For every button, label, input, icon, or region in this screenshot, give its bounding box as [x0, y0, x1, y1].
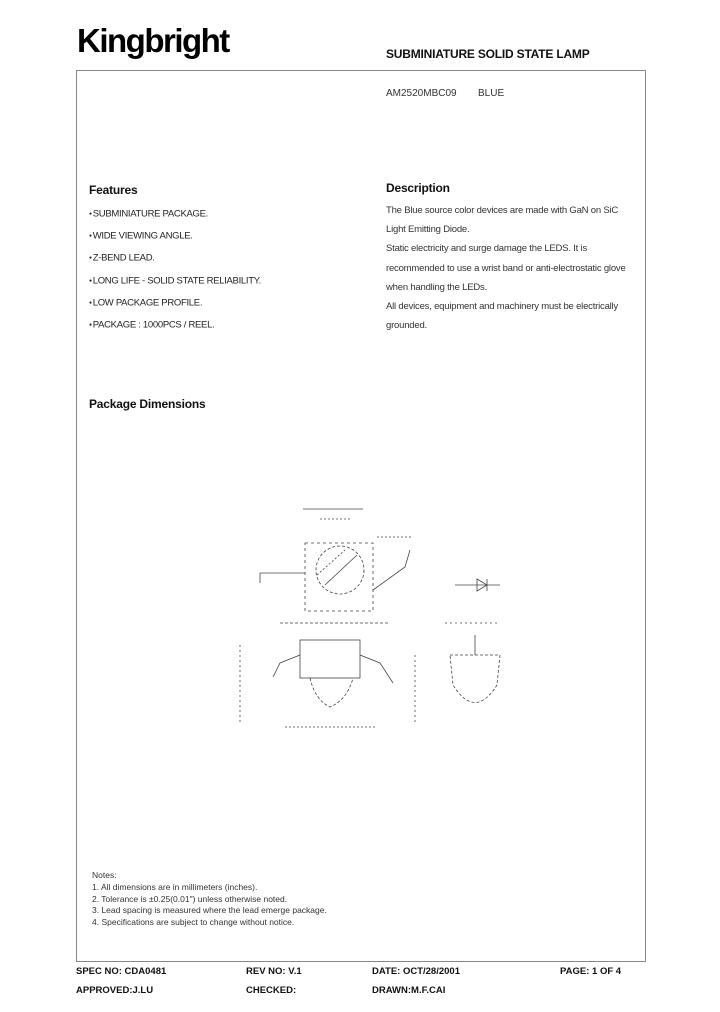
document-date: DATE: OCT/28/2001 [372, 966, 460, 977]
lens-top-view [316, 546, 364, 594]
feature-item: ● Z-BEND LEAD. [89, 252, 359, 274]
description-paragraph: All devices, equipment and machinery must be electrically grounded. [386, 301, 619, 332]
lens-hatch [325, 555, 357, 585]
description-paragraph: Static electricity and surge damage the LEDS. It is recommended to use a wrist band or anti-electrostatic glove when handling the LEDs. [386, 243, 626, 293]
spec-number: SPEC NO: CDA0481 [76, 966, 167, 977]
feature-item: ● LOW PACKAGE PROFILE. [89, 297, 359, 319]
part-color: BLUE [478, 88, 505, 99]
description-text [386, 201, 631, 335]
package-dimensions-drawing [225, 495, 515, 745]
side-lead-right [360, 655, 393, 683]
lead-outline [373, 550, 410, 590]
package-dimensions-heading: Package Dimensions [89, 397, 206, 411]
note-item: 1. All dimensions are in millimeters (inches). [92, 881, 258, 892]
description-heading: Description [386, 181, 450, 195]
note-item: 3. Lead spacing is measured where the lead emerge package. [92, 905, 327, 916]
note-item: 4. Specifications are subject to change without notice. [92, 917, 295, 928]
document-title: SUBMINIATURE SOLID STATE LAMP [386, 47, 590, 61]
features-list [89, 208, 359, 341]
side-view-body [300, 640, 360, 678]
brand-logo: Kingbright [77, 22, 229, 59]
notes-block [92, 870, 327, 929]
page-number: PAGE: 1 OF 4 [560, 966, 622, 977]
feature-item: ● SUBMINIATURE PACKAGE. [89, 208, 359, 230]
part-number: AM2520MBC09 [386, 88, 457, 99]
revision-number: REV NO: V.1 [246, 966, 302, 977]
side-view-lens [310, 678, 353, 707]
approved-by: APPROVED:J.LU [76, 985, 154, 996]
checked-by: CHECKED: [246, 985, 297, 996]
lens-hatch [317, 550, 345, 575]
note-item: 2. Tolerance is ±0.25(0.01") unless otherwise noted. [92, 893, 288, 904]
feature-item: ● LONG LIFE - SOLID STATE RELIABILITY. [89, 275, 359, 297]
features-heading: Features [89, 183, 138, 197]
description-paragraph: The Blue source color devices are made with GaN on SiC Light Emitting Diode. [386, 205, 619, 236]
side-lead-left [273, 655, 300, 677]
front-view-dome [450, 655, 500, 703]
feature-item: ● WIDE VIEWING ANGLE. [89, 230, 359, 252]
drawn-by: DRAWN:M.F.CAI [372, 985, 446, 996]
notes-heading: Notes: [92, 870, 117, 880]
feature-item: ● PACKAGE : 1000PCS / REEL. [89, 319, 359, 341]
